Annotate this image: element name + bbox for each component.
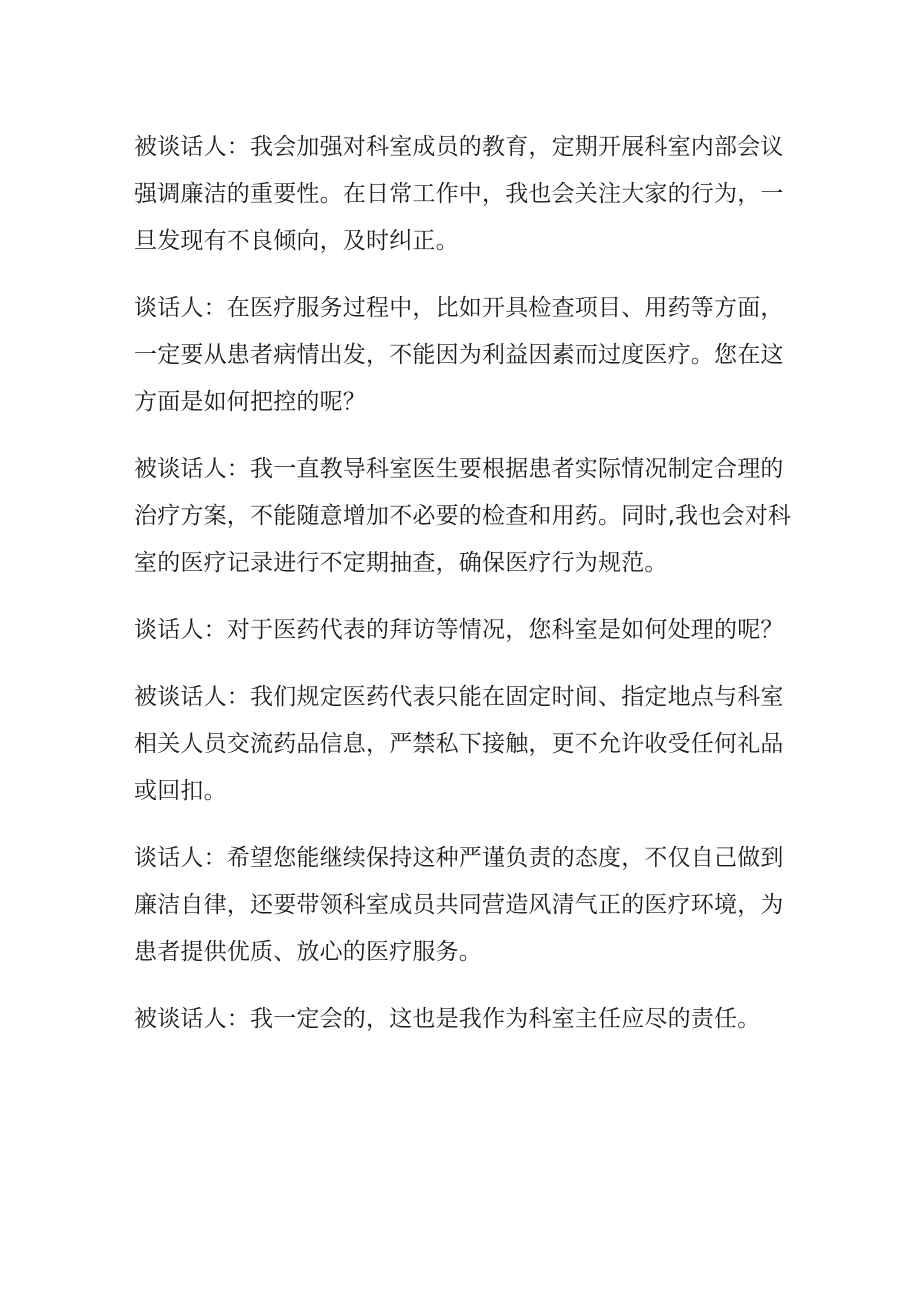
paragraph-line: 室的医疗记录进行不定期抽查，确保医疗行为规范。 xyxy=(134,550,668,576)
paragraph-2 xyxy=(134,285,794,426)
paragraph-4 xyxy=(134,607,794,654)
paragraph-line: 被谈话人：我一定会的，这也是我作为科室主任应尽的责任。 xyxy=(134,1006,761,1032)
document-body xyxy=(134,124,794,1063)
paragraph-line: 谈话人：在医疗服务过程中，比如开具检查项目、用药等方面， xyxy=(134,295,784,321)
paragraph-6 xyxy=(134,835,794,976)
paragraph-line: 谈话人：对于医药代表的拜访等情况，您科室是如何处理的呢？ xyxy=(134,617,784,643)
paragraph-line: 被谈话人：我会加强对科室成员的教育，定期开展科室内部会议 xyxy=(134,134,784,160)
paragraph-line: 被谈话人：我们规定医药代表只能在固定时间、指定地点与科室 xyxy=(134,684,784,710)
paragraph-line: 相关人员交流药品信息，严禁私下接触，更不允许收受任何礼品 xyxy=(134,731,784,757)
paragraph-line: 谈话人：希望您能继续保持这种严谨负责的态度，不仅自己做到 xyxy=(134,845,784,871)
paragraph-line: 或回扣。 xyxy=(134,778,227,804)
paragraph-line: 旦发现有不良倾向，及时纠正。 xyxy=(134,228,459,254)
paragraph-line: 一定要从患者病情出发，不能因为利益因素而过度医疗。您在这 xyxy=(134,342,784,368)
paragraph-line: 廉洁自律，还要带领科室成员共同营造风清气正的医疗环境，为 xyxy=(134,892,784,918)
paragraph-5 xyxy=(134,674,794,815)
paragraph-line: 方面是如何把控的呢？ xyxy=(134,389,366,415)
paragraph-line: 患者提供优质、放心的医疗服务。 xyxy=(134,939,482,965)
paragraph-3 xyxy=(134,446,794,587)
paragraph-1 xyxy=(134,124,794,265)
paragraph-line: 被谈话人：我一直教导科室医生要根据患者实际情况制定合理的 xyxy=(134,456,784,482)
paragraph-line: 治疗方案，不能随意增加不必要的检查和用药。同时,我也会对科 xyxy=(134,503,792,529)
paragraph-7 xyxy=(134,996,794,1043)
paragraph-line: 强调廉洁的重要性。在日常工作中，我也会关注大家的行为，一 xyxy=(134,181,784,207)
